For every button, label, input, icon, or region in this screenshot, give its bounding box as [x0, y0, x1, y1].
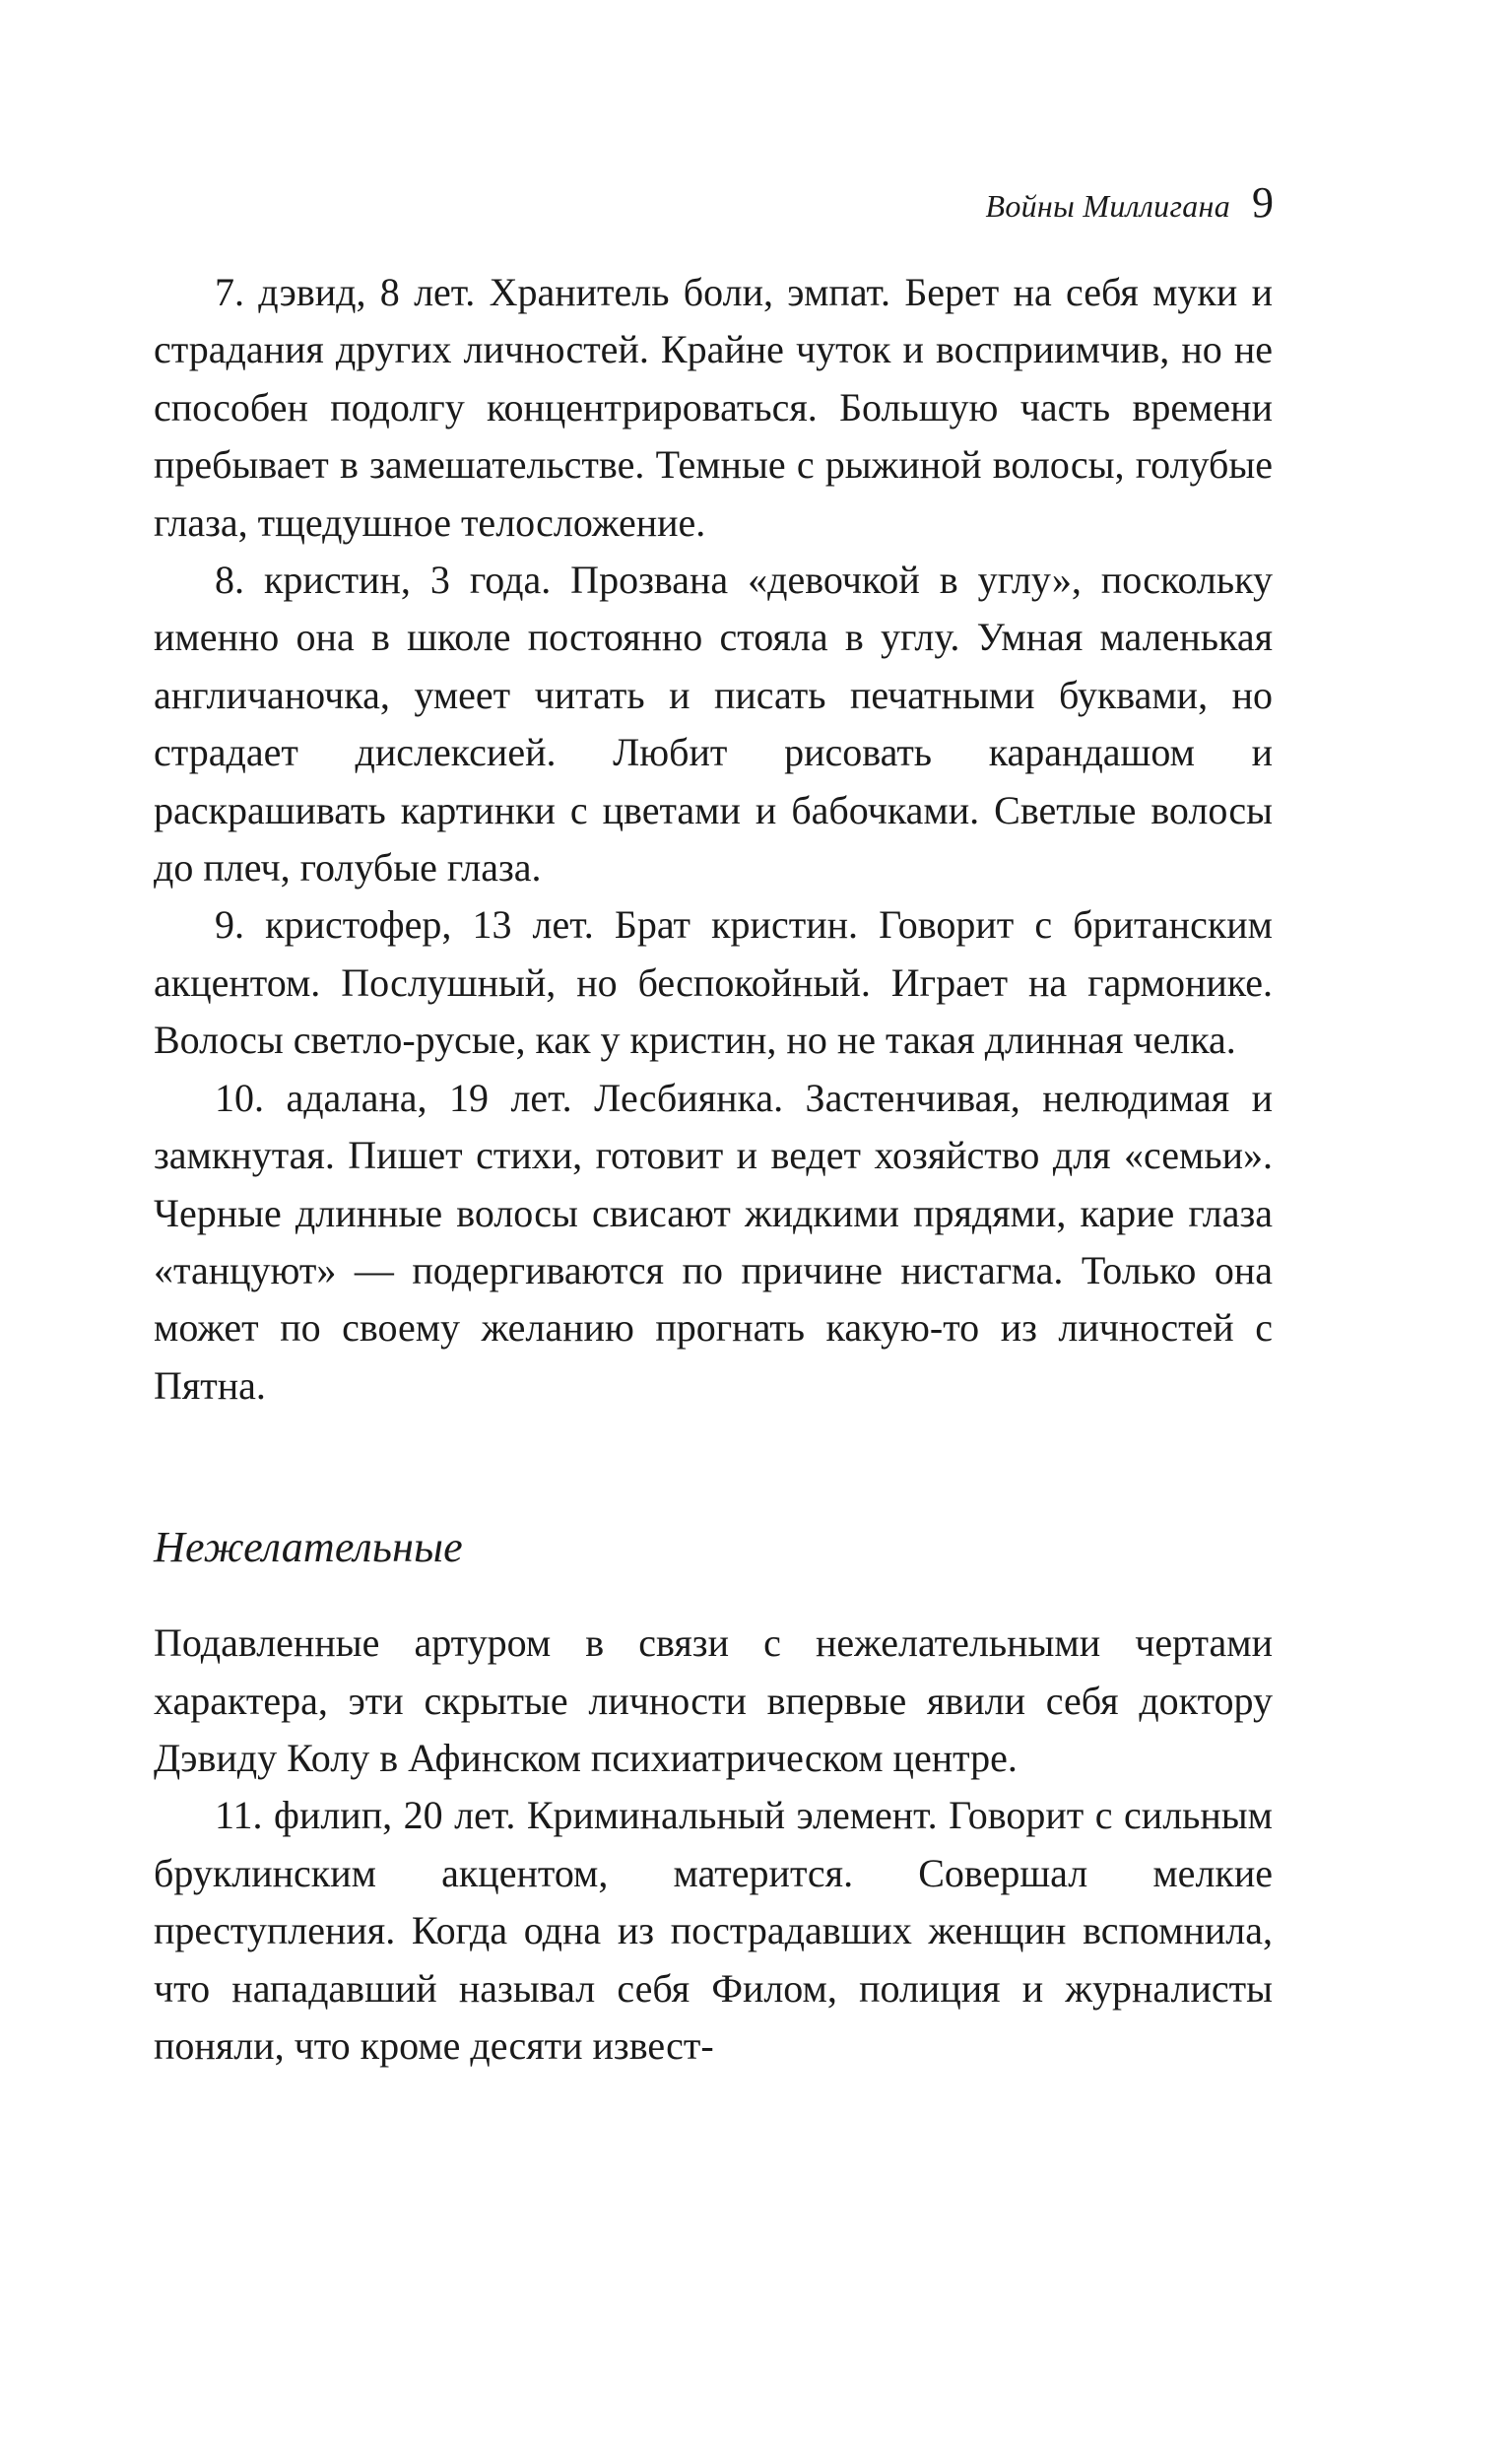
section-heading: Нежелательные — [154, 1523, 463, 1572]
paragraph-philip: 11. филип, 20 лет. Криминальный элемент. Говорит с сильным бруклинским акцентом, матерится. Совершал мелкие преступления. Когда одна из пострадавших женщин вспомнила, что нападавший называл себя Филом, полиция и журналисты поняли, что кроме десяти извест- — [154, 1793, 1273, 2068]
paragraph-christine: 8. кристин, 3 года. Прозвана «девочкой в углу», поскольку именно она в школе постоянно стояла в углу. Умная маленькая англичаночка, умеет читать и писать печатными буквами, но страдает дислексией. Любит рисовать карандашом и раскрашивать картинки с цветами и бабочками. Светлые волосы до плеч, голубые глаза. — [154, 558, 1273, 891]
section-intro: Подавленные артуром в связи с нежелательными чертами характера, эти скрытые личности впервые явили себя доктору Дэвиду Колу в Афинском психиатрическом центре. — [154, 1620, 1273, 1780]
paragraph-adalana: 10. адалана, 19 лет. Лесбиянка. Застенчивая, нелюдимая и замкнутая. Пишет стихи, готовит и ведет хозяйство для «семьи». Черные длинные волосы свисают жидкими прядями, карие глаза «танцуют» — подергиваются по причине нистагма. Только она может по своему желанию прогнать какую-то из личностей с Пятна. — [154, 1075, 1273, 1408]
running-title: Войны Миллигана — [985, 188, 1230, 224]
paragraph-christopher: 9. кристофер, 13 лет. Брат кристин. Говорит с британским акцентом. Послушный, но беспокойный. Играет на гармонике. Волосы светло-русые, как у кристин, но не такая длинная челка. — [154, 902, 1273, 1063]
page-body — [154, 264, 1273, 2075]
page-number: 9 — [1252, 178, 1274, 227]
paragraph-david: 7. дэвид, 8 лет. Хранитель боли, эмпат. Берет на себя муки и страдания других личностей. Крайне чуток и восприимчив, но не способен подолгу концентрироваться. Большую часть времени пребывает в замешательстве. Темные с рыжиной волосы, голубые глаза, тщедушное телосложение. — [154, 270, 1273, 545]
running-head — [985, 177, 1274, 228]
